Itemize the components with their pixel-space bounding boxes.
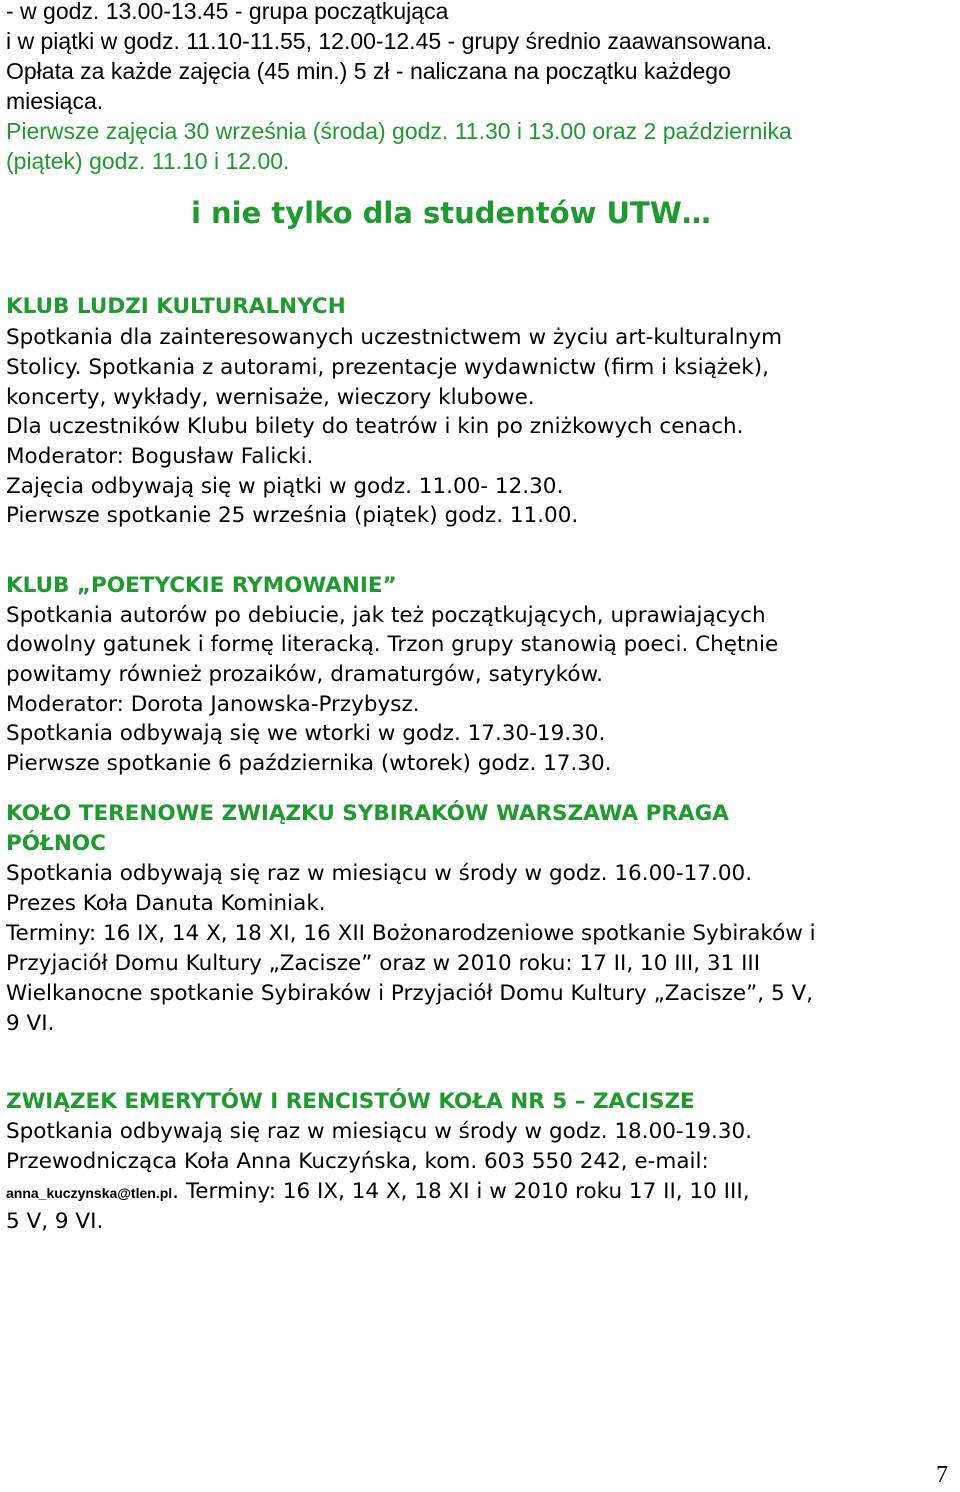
club-text-line: Prezes Koła Danuta Kominiak. [6, 891, 326, 916]
club-text-line: powitamy również prozaików, dramaturgów, satyryków. [6, 662, 603, 687]
club-text-line [6, 1177, 750, 1208]
club-text-line: 9 VI. [6, 1011, 55, 1036]
first-classes-line: Pierwsze zajęcia 30 września (środa) godz. 11.30 i 13.00 oraz 2 października [6, 118, 792, 144]
club-text-line: Spotkania odbywają się raz w miesiącu w środy w godz. 18.00-19.30. [6, 1119, 753, 1144]
intro-line: miesiąca. [6, 88, 104, 114]
club-text-line: Wielkanocne spotkanie Sybiraków i Przyjaciół Domu Kultury „Zacisze”, 5 V, [6, 981, 813, 1006]
club-text-line: Moderator: Dorota Janowska-Przybysz. [6, 692, 420, 717]
club-heading: ZWIĄZEK EMERYTÓW I RENCISTÓW KOŁA NR 5 – ZACISZE [6, 1089, 695, 1114]
club-heading: KOŁO TERENOWE ZWIĄZKU SYBIRAKÓW WARSZAWA PRAGA [6, 801, 729, 826]
page-number: 7 [936, 1462, 948, 1488]
club-text-line: Dla uczestników Klubu bilety do teatrów i kin po zniżkowych cenach. [6, 414, 744, 439]
club-text-line: 5 V, 9 VI. [6, 1209, 104, 1234]
club-heading: PÓŁNOC [6, 831, 106, 856]
club-text-line: Spotkania odbywają się raz w miesiącu w środy w godz. 16.00-17.00. [6, 861, 753, 886]
club-heading: KLUB „POETYCKIE RYMOWANIE” [6, 573, 397, 598]
club-heading: KLUB LUDZI KULTURALNYCH [6, 294, 346, 319]
intro-line: - w godz. 13.00-13.45 - grupa początkująca [6, 0, 449, 24]
club-text-line: Zajęcia odbywają się w piątki w godz. 11.00- 12.30. [6, 474, 564, 499]
club-text-line: Przyjaciół Domu Kultury „Zacisze” oraz w 2010 roku: 17 II, 10 III, 31 III [6, 951, 761, 976]
club-text-line: Spotkania dla zainteresowanych uczestnictwem w życiu art-kulturalnym [6, 325, 783, 350]
club-text-line: Terminy: 16 IX, 14 X, 18 XI, 16 XII Bożonarodzeniowe spotkanie Sybiraków i [6, 921, 816, 946]
email-address: anna_kuczynska@tlen.pl [6, 1185, 173, 1201]
intro-line: Opłata za każde zajęcia (45 min.) 5 zł - naliczana na początku każdego [6, 58, 731, 84]
club-dates-text: . Terminy: 16 IX, 14 X, 18 XI i w 2010 roku 17 II, 10 III, [172, 1179, 750, 1204]
club-text-line: dowolny gatunek i formę literacką. Trzon grupy stanowią poeci. Chętnie [6, 632, 779, 657]
club-text-line: Pierwsze spotkanie 6 października (wtorek) godz. 17.30. [6, 751, 612, 776]
club-text-line: Spotkania autorów po debiucie, jak też początkujących, uprawiających [6, 603, 766, 628]
club-text-line: Stolicy. Spotkania z autorami, prezentacje wydawnictw (firm i książek), [6, 355, 769, 380]
club-text-line: Spotkania odbywają się we wtorki w godz. 17.30-19.30. [6, 721, 606, 746]
club-text-line: Przewodnicząca Koła Anna Kuczyńska, kom. 603 550 242, e-mail: [6, 1149, 709, 1174]
intro-line: i w piątki w godz. 11.10-11.55, 12.00-12.45 - grupy średnio zaawansowana. [6, 28, 773, 54]
club-text-line: Pierwsze spotkanie 25 września (piątek) godz. 11.00. [6, 503, 579, 528]
section-title: i nie tylko dla studentów UTW… [191, 196, 711, 230]
club-text-line: koncerty, wykłady, wernisaże, wieczory klubowe. [6, 385, 535, 410]
first-classes-line: (piątek) godz. 11.10 i 12.00. [6, 148, 290, 174]
club-text-line: Moderator: Bogusław Falicki. [6, 444, 314, 469]
